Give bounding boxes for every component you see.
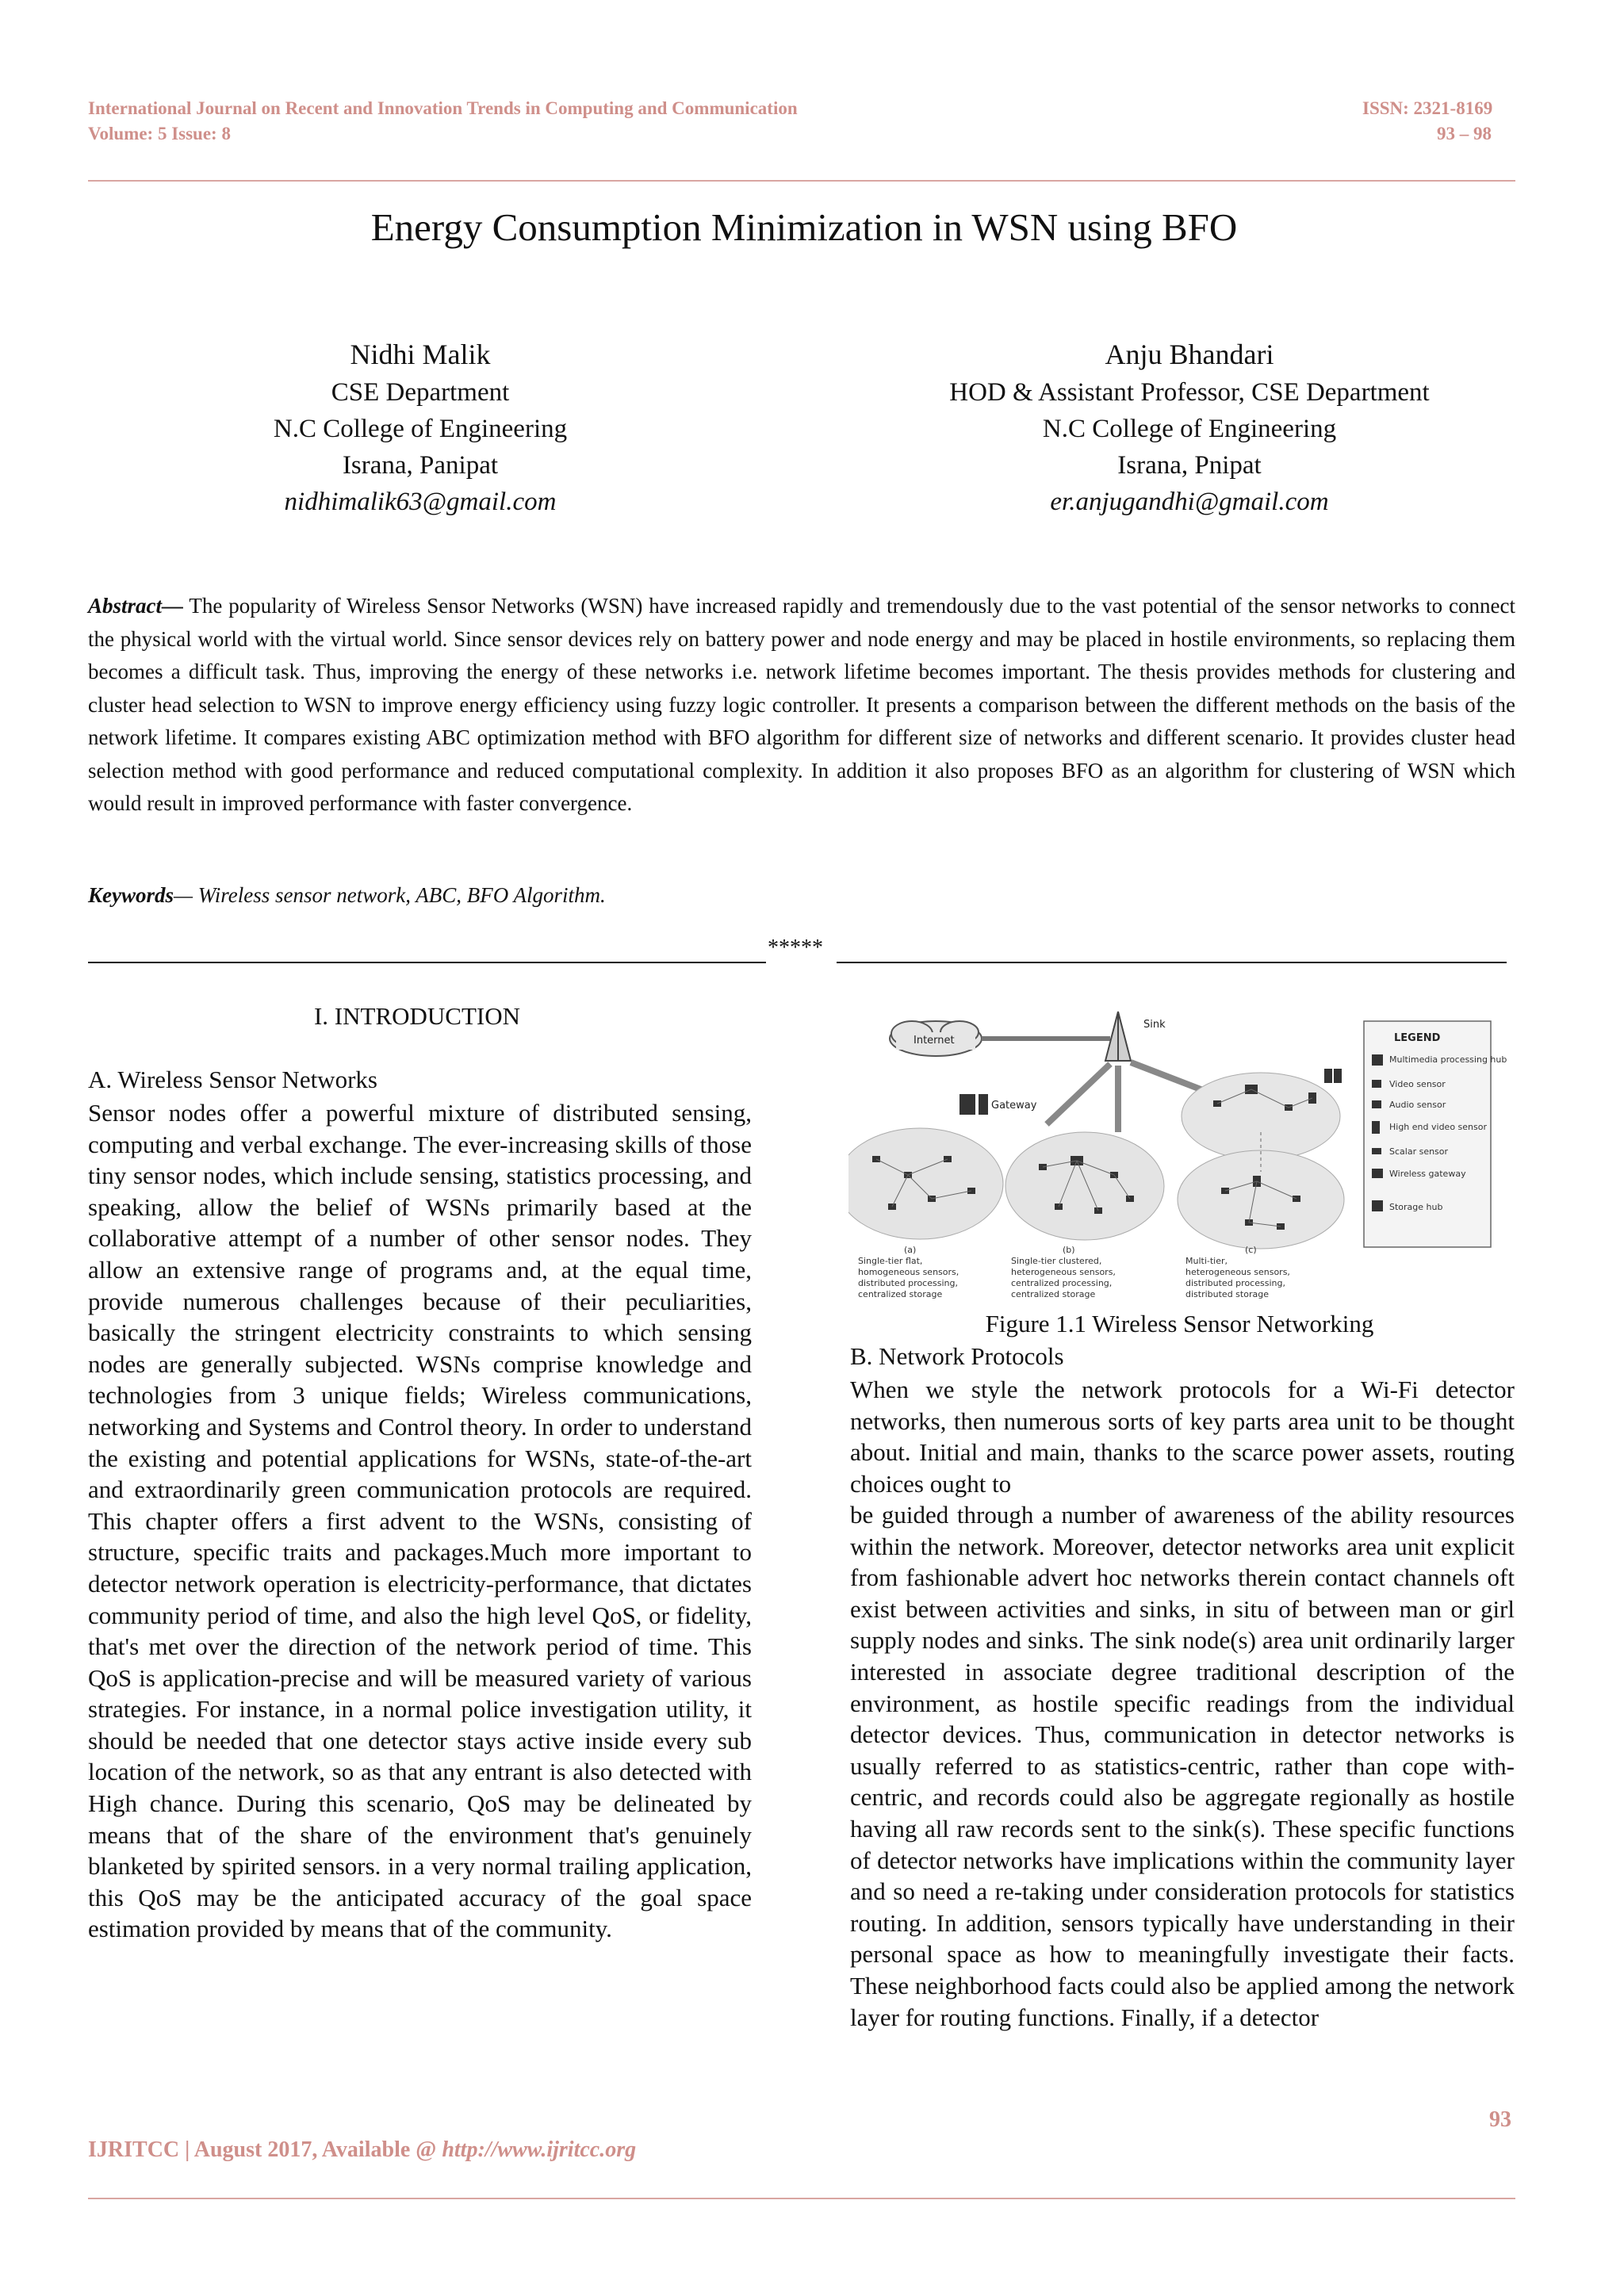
author-name: Anju Bhandari	[1105, 339, 1274, 370]
subsection-heading-wsn: A. Wireless Sensor Networks	[88, 1066, 377, 1093]
subcaption-a-line2: homogeneous sensors,	[858, 1267, 959, 1277]
separator-stars: *****	[768, 936, 823, 960]
author-name: Nidhi Malik	[350, 339, 491, 370]
intro-body: Sensor nodes offer a powerful mixture of distributed sensing, computing and verbal exchange. The ever-increasing skills of those tiny sensor nodes, which include sensing, statistics processing, and speaking, allow the belief of WSNs primarily based at the collaborative attempt of a number of other sensor nodes. They allow an extensive range of programs and, at the equal time, provide numerous challenges because of their peculiarities, basically the stringent electricity constraints to which sensing nodes are generally subjected. WSNs comprise knowledge and technologies from 3 unique fields; Wireless communications, networking and Systems and Control theory. In order to understand the existing and potential applications for WSNs, state-of-the-art and extraordinarily green communication protocols are required. This chapter offers a first advent to the WSNs, consisting of structure, specific traits and packages.Much more important to detector network operation is electricity-performance, that dictates community period of time, and also the high level QoS, or fidelity, that's met over the direction of the network period of time. This QoS is application-precise and will be measured variety of various strategies. For instance, in a normal police investigation utility, it should be needed that one detector stays active inside every sub location of the network, so as that any entrant is also detected with High chance. During this scenario, QoS may be delineated by means that of the share of the environment that's genuinely blanketed by spirited sensors. in a very normal trailing application, this QoS may be the anticipated accuracy of the goal space estimation provided by means that of the community.	[88, 1099, 752, 1943]
subcaption-b-line4: centralized storage	[1011, 1289, 1096, 1299]
sink-label: Sink	[1143, 1019, 1166, 1031]
footer-link[interactable]: http://www.ijritcc.org	[442, 2137, 637, 2162]
separator-line-right	[837, 962, 1507, 963]
legend-item-5: Scalar sensor	[1389, 1146, 1449, 1157]
legend-item-3: Audio sensor	[1389, 1100, 1446, 1110]
subcaption-a-label: (a)	[904, 1245, 917, 1255]
author-place: Israna, Pnipat	[1117, 451, 1262, 480]
arrow-sink-a	[1047, 1064, 1110, 1124]
author-college: N.C College of Engineering	[1042, 415, 1337, 443]
separator-line-left	[88, 962, 766, 963]
internet-label: Internet	[914, 1035, 955, 1047]
gateway-label: Gateway	[991, 1100, 1037, 1112]
subcaption-c-line1: Multi-tier,	[1185, 1256, 1228, 1266]
abstract-text: The popularity of Wireless Sensor Networks (WSN) have increased rapidly and tremendously due to the vast potential of the sensor networks to connect the physical world with the virtual world. Since sensor devices rely on battery power and node energy and may be placed in hostile environments, so replacing them becomes a difficult task. Thus, improving the energy of these networks i.e. network lifetime becomes important. The thesis provides methods for clustering and cluster head selection to WSN to improve energy efficiency using fuzzy logic controller. It presents a comparison between the different methods on the basis of the network lifetime. It compares existing ABC optimization method with BFO algorithm for different size of networks and different scenario. It provides cluster head selection method with good performance and reduced computational complexity. In addition it also proposes BFO as an algorithm for clustering of WSN which would result in improved performance with faster convergence.	[88, 594, 1515, 815]
subcaption-a-line1: Single-tier flat,	[858, 1256, 923, 1266]
cluster-a	[848, 1128, 1003, 1239]
figure-caption: Figure 1.1 Wireless Sensor Networking	[985, 1310, 1374, 1337]
volume-issue: Volume: 5 Issue: 8	[88, 124, 231, 144]
issn: ISSN: 2321-8169	[1362, 98, 1493, 118]
paper-title: Energy Consumption Minimization in WSN using BFO	[370, 205, 1238, 249]
author-email: nidhimalik63@gmail.com	[284, 488, 557, 516]
cluster-b	[1005, 1132, 1164, 1240]
subcaption-b-line1: Single-tier clustered,	[1011, 1256, 1102, 1266]
legend-item-1: Multimedia processing hub	[1389, 1054, 1507, 1065]
author-place: Israna, Panipat	[342, 451, 499, 480]
gateway-icon	[959, 1094, 975, 1115]
subcaption-c-line3: distributed processing,	[1185, 1278, 1285, 1288]
subcaption-c-line4: distributed storage	[1185, 1289, 1269, 1299]
subcaption-a-line3: distributed processing,	[858, 1278, 958, 1288]
subcaption-c-line2: heterogeneous sensors,	[1185, 1267, 1290, 1277]
keywords	[88, 883, 606, 908]
header-rule	[88, 180, 1515, 182]
protocols-body-2: be guided through a number of awareness of the ability resources within the network. Moreover, detector networks area unit explicit from fashionable advert hoc networks therein contact channels oft exist between activities and sinks, in situ of between man or girl supply nodes and sinks. The sink node(s) area unit ordinarily larger interested in associate degree traditional description of the environment, as hostile specific readings from the individual detector devices. Thus, communication in detector networks is usually referred to as statistics-centric, rather than cope with-centric, and records could also be aggregate regionally as hostile having all raw records sent to the sink(s). These specific functions of detector networks have implications within the community layer and so need a re-taking under consideration protocols for statistics routing. In addition, sensors typically have understanding in their personal space as how to meaningfully investigate their facts. These neighborhood facts could also be applied among the network layer for routing functions. Finally, if a detector	[850, 1501, 1515, 2031]
footer-rule	[88, 2198, 1515, 2199]
subcaption-b-line3: centralized processing,	[1011, 1278, 1113, 1288]
journal-name: International Journal on Recent and Innovation Trends in Computing and Communication	[88, 98, 798, 118]
subsection-heading-protocols: B. Network Protocols	[850, 1342, 1064, 1370]
author-1	[182, 335, 658, 520]
subcaption-c-label: (c)	[1245, 1245, 1257, 1255]
legend-item-6: Wireless gateway	[1389, 1169, 1466, 1179]
legend-title: LEGEND	[1394, 1032, 1441, 1044]
author-dept: CSE Department	[331, 378, 510, 407]
abstract-label: Abstract—	[88, 594, 184, 618]
footer-text: IJRITCC | August 2017, Available @	[88, 2137, 442, 2162]
subcaption-b-line2: heterogeneous sensors,	[1011, 1267, 1116, 1277]
figure-wsn-diagram	[848, 1005, 1511, 1307]
author-dept: HOD & Assistant Professor, CSE Department	[949, 378, 1430, 407]
footer-credit	[88, 2137, 636, 2163]
protocols-body-1: When we style the network protocols for a Wi-Fi detector networks, then numerous sorts of key parts area unit to be thought about. Initial and main, thanks to the scarce power assets, routing choices ought to	[850, 1376, 1515, 1498]
author-college: N.C College of Engineering	[273, 415, 568, 443]
subcaption-a-line4: centralized storage	[858, 1289, 943, 1299]
abstract	[88, 590, 1515, 821]
keywords-text: — Wireless sensor network, ABC, BFO Algorithm.	[174, 883, 606, 907]
legend-item-7: Storage hub	[1389, 1202, 1443, 1212]
page-number: 93	[1489, 2107, 1511, 2132]
author-email: er.anjugandhi@gmail.com	[1050, 488, 1329, 516]
section-heading-introduction: I. INTRODUCTION	[313, 1002, 521, 1030]
author-2	[904, 335, 1475, 520]
legend-item-2: Video sensor	[1389, 1079, 1446, 1089]
subcaption-b-label: (b)	[1063, 1245, 1075, 1255]
page-range: 93 – 98	[1437, 124, 1492, 144]
legend-item-4: High end video sensor	[1389, 1122, 1487, 1132]
keywords-label: Keywords	[88, 883, 174, 907]
